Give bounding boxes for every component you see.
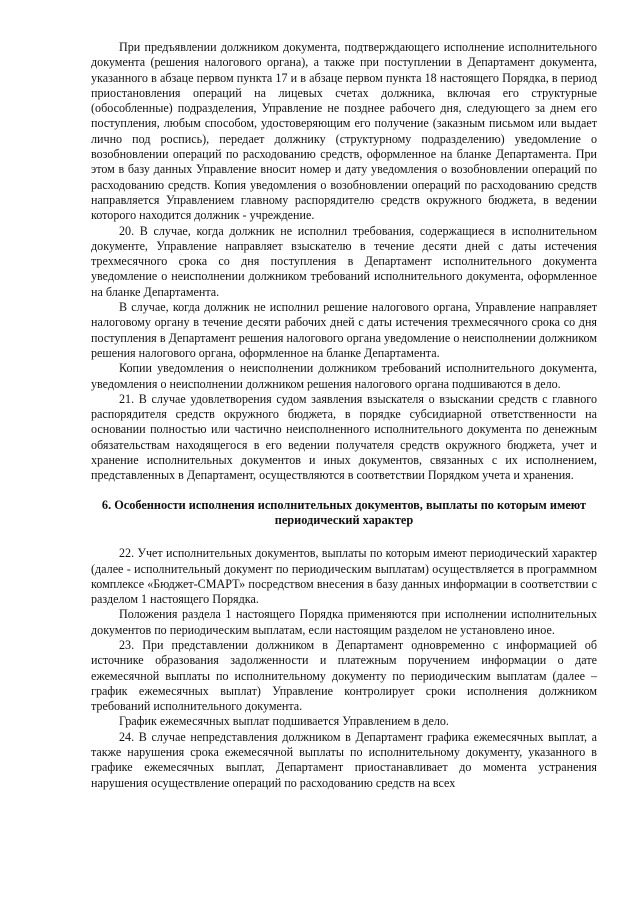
paragraph-notice-copies: Копии уведомления о неисполнении должником требований исполнительного документа, уведомления о неисполнении должником решения налогового органа подшиваются в дело. [91, 361, 597, 391]
document-page [91, 40, 597, 791]
paragraph-item-22: 22. Учет исполнительных документов, выплаты по которым имеют периодический характер (далее - исполнительный документ по периодическим выплатам) осуществляется в программном комплексе «Бюджет-СМАРТ» посредством внесения в базу данных информации в соответствии с разделом 1 настоящего Порядка. [91, 546, 597, 607]
paragraph-item-24: 24. В случае непредставления должником в Департамент графика ежемесячных выплат, а также нарушения срока ежемесячной выплаты по исполнительному документу, указанного в графике ежемесячных выплат, Департамент приостанавливает до момента устранения нарушения осуществление операций по расходованию средств на всех [91, 729, 597, 790]
spacer [91, 484, 597, 490]
section-heading: 6. Особенности исполнения исполнительных документов, выплаты по которым имеют периодический характер [101, 497, 587, 527]
paragraph-section-1-provisions: Положения раздела 1 настоящего Порядка применяются при исполнении исполнительных документов по периодическим выплатам, если настоящим разделом не установлено иное. [91, 607, 597, 637]
paragraph-item-20: 20. В случае, когда должник не исполнил требования, содержащиеся в исполнительном документе, Управление направляет взыскателю в течение десяти дней с даты истечения трехмесячного срока со дня поступления в Департамент исполнительного документа уведомление о неисполнении должником требований исполнительного документа, оформленное на бланке Департамента. [91, 223, 597, 299]
paragraph-item-23: 23. При представлении должником в Департамент одновременно с информацией об источнике образования задолженности и платежным поручением информации о дате ежемесячной выплаты по исполнительному документу по периодическим выплатам (далее – график ежемесячных выплат) Управление контролирует сроки исполнения должником требований исполнительного документа. [91, 637, 597, 714]
paragraph-schedule-filed: График ежемесячных выплат подшивается Управлением в дело. [119, 714, 449, 729]
paragraph-item-21: 21. В случае удовлетворения судом заявления взыскателя о взыскании средств с главного распорядителя средств окружного бюджета, в порядке субсидиарной ответственности на основании полностью или частично неисполненного исполнительного документа по денежным обязательствам находящегося в его ведении получателя средств окружного бюджета, учет и хранение исполнительных документов и иных документов, связанных с их исполнением, представленных в Департамент, осуществляются в соответствии Порядком учета и хранения. [91, 391, 597, 483]
paragraph-tax-decision: В случае, когда должник не исполнил решение налогового органа, Управление направляет налоговому органу в течение десяти рабочих дней с даты истечения трехмесячного срока со дня поступления в Департамент решения налогового органа уведомление о неисполнении должником решения налогового органа, оформленное на бланке Департамента. [91, 300, 597, 360]
paragraph-renewal-notice: При предъявлении должником документа, подтверждающего исполнение исполнительного документа (решения налогового органа), а также при поступлении в Департамент документа, указанного в абзаце первом пункта 17 и в абзаце первом пункта 18 настоящего Порядка, в период приостановления операций на лицевых счетах должника, включая его структурные (обособленные) подразделения, Управление не позднее рабочего дня, следующего за днем его поступления, любым способом, удостоверяющим его получение (заказным письмом или выдает лично под роспись), передает должнику (структурному подразделению) уведомление о возобновлении операций по расходованию средств, оформленное на бланке Департамента. При этом в базу данных Управление вносит номер и дату уведомления о возобновлении операций по расходованию средств. Копия уведомления о возобновлении операций по расходованию средств направляется Управлением главному распорядителю средств окружного бюджета, в ведении которого находится должник - учреждение. [91, 40, 597, 223]
